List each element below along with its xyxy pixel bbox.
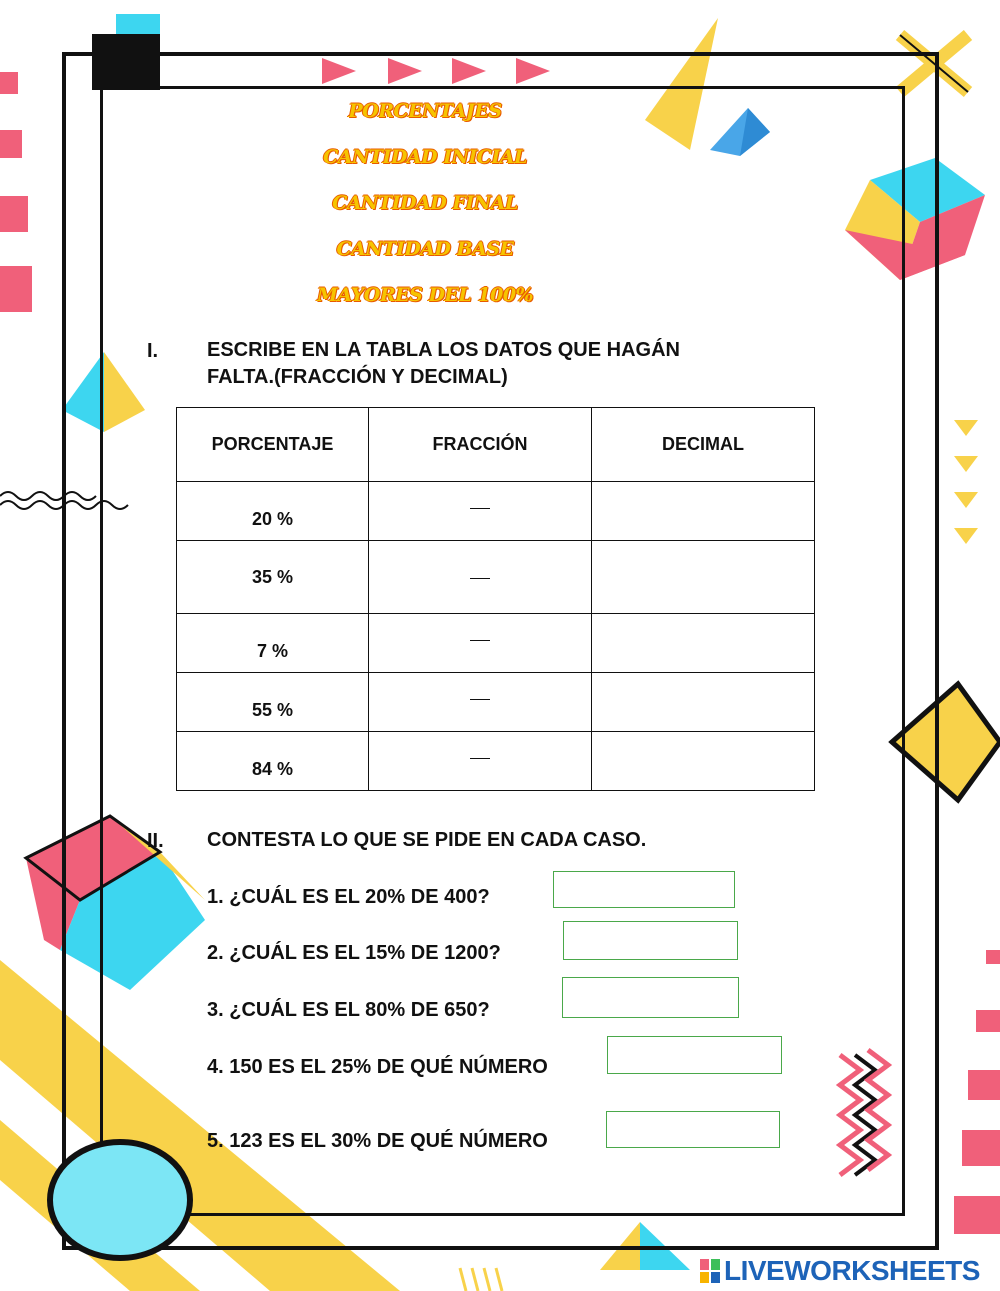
fraction-cell[interactable] — [369, 732, 592, 791]
decimal-cell[interactable] — [592, 673, 815, 732]
answer-input-1[interactable] — [553, 871, 735, 908]
question-4: 4. 150 ES EL 25% DE QUÉ NÚMERO — [207, 1056, 548, 1078]
section-1-line-2: FALTA.(FRACCIÓN Y DECIMAL) — [207, 366, 508, 388]
section-1-instructions — [207, 337, 680, 391]
fraction-cell[interactable] — [369, 541, 592, 614]
fraction-cell[interactable] — [369, 673, 592, 732]
decimal-cell[interactable] — [592, 732, 815, 791]
header-decimal: DECIMAL — [592, 408, 815, 482]
table-row — [177, 482, 815, 541]
fraction-bar — [470, 699, 490, 700]
section-1-number: I. — [147, 340, 159, 362]
heading-mayores-100: MAYORES DEL 100% — [316, 284, 534, 306]
question-2: 2. ¿CUÁL ES EL 15% DE 1200? — [207, 942, 501, 964]
decimal-cell[interactable] — [592, 482, 815, 541]
question-3: 3. ¿CUÁL ES EL 80% DE 650? — [207, 999, 490, 1021]
header-fraccion: FRACCIÓN — [369, 408, 592, 482]
fraction-bar — [470, 578, 490, 579]
percent-cell: 84 % — [177, 732, 369, 791]
heading-porcentajes: PORCENTAJES — [348, 100, 502, 122]
percent-cell: 55 % — [177, 673, 369, 732]
answer-input-5[interactable] — [606, 1111, 780, 1148]
fraction-cell[interactable] — [369, 482, 592, 541]
question-5: 5. 123 ES EL 30% DE QUÉ NÚMERO — [207, 1130, 548, 1152]
answer-input-3[interactable] — [562, 977, 739, 1018]
heading-cantidad-inicial: CANTIDAD INICIAL — [323, 146, 527, 168]
table-row — [177, 673, 815, 732]
fraction-cell[interactable] — [369, 614, 592, 673]
answer-input-4[interactable] — [607, 1036, 782, 1074]
heading-cantidad-base: CANTIDAD BASE — [336, 238, 514, 260]
table-row — [177, 541, 815, 614]
section-2-title: CONTESTA LO QUE SE PIDE EN CADA CASO. — [207, 829, 647, 851]
percent-cell: 20 % — [177, 482, 369, 541]
heading-cantidad-final: CANTIDAD FINAL — [332, 192, 518, 214]
table-row — [177, 614, 815, 673]
percent-table — [176, 407, 815, 791]
fraction-bar — [470, 508, 490, 509]
section-2-number: II. — [147, 830, 164, 852]
table-header-row — [177, 408, 815, 482]
answer-input-2[interactable] — [563, 921, 738, 960]
fraction-bar — [470, 640, 490, 641]
percent-cell: 7 % — [177, 614, 369, 673]
fraction-bar — [470, 758, 490, 759]
liveworksheets-logo-icon — [700, 1259, 720, 1283]
table-row — [177, 732, 815, 791]
decimal-cell[interactable] — [592, 614, 815, 673]
cyan-circle-decoration — [35, 1130, 205, 1270]
percent-cell: 35 % — [177, 541, 369, 614]
question-1: 1. ¿CUÁL ES EL 20% DE 400? — [207, 886, 490, 908]
header-porcentaje: PORCENTAJE — [177, 408, 369, 482]
liveworksheets-logo[interactable] — [700, 1255, 980, 1287]
decimal-cell[interactable] — [592, 541, 815, 614]
liveworksheets-logo-text: LIVEWORKSHEETS — [724, 1255, 980, 1286]
section-1-line-1: ESCRIBE EN LA TABLA LOS DATOS QUE HAGÁN — [207, 339, 680, 361]
